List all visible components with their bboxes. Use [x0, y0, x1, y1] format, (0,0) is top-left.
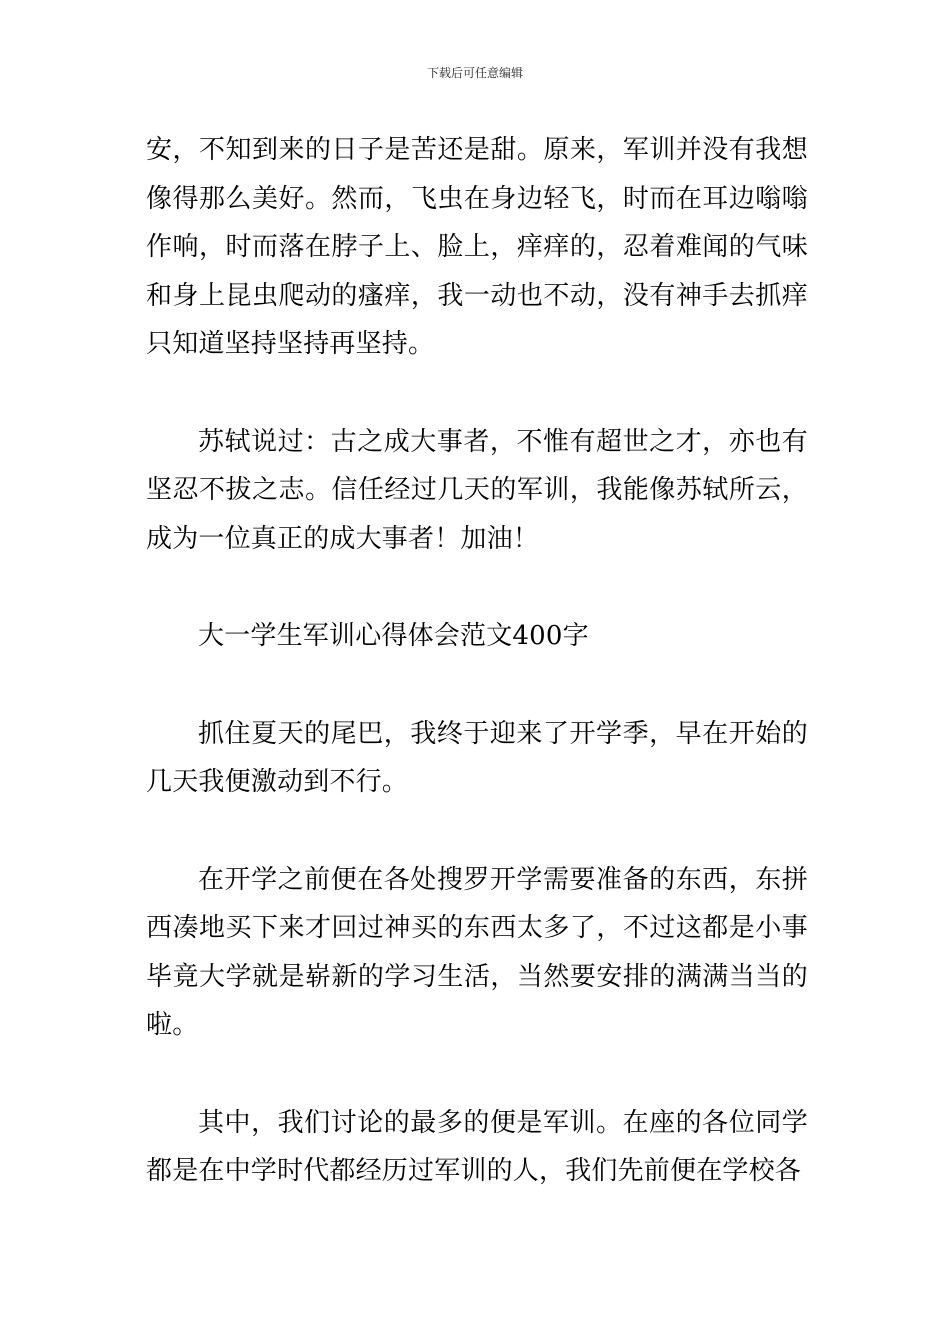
paragraph-2: 苏轼说过：古之成大事者，不惟有超世之才，亦也有坚忍不拔之志。信任经过几天的军训，我能像苏轼所云，成为一位真正的成大事者！加油！ — [146, 426, 808, 554]
paragraph-5: 其中，我们讨论的最多的便是军训。在座的各位同学都是在中学时代都经历过军训的人，我们先前便在学校各 — [146, 1107, 808, 1186]
page-header: 下载后可任意编辑 — [426, 66, 523, 80]
paragraph-gap — [146, 563, 808, 612]
document-body — [146, 126, 808, 1196]
section-heading: 大一学生军训心得体会范文400字 — [198, 621, 589, 651]
paragraph-gap — [146, 369, 808, 418]
paragraph-gap — [146, 661, 808, 710]
paragraph-1: 安，不知到来的日子是苦还是甜。原来，军训并没有我想像得那么美好。然而，飞虫在身边轻飞，时而在耳边嗡嗡作响，时而落在脖子上、脸上，痒痒的，忍着难闻的气味和身上昆虫爬动的瘙痒，我一动也不动，没有神手去抓痒只知道坚持坚持再坚持。 — [146, 135, 808, 359]
paragraph-gap — [146, 1050, 808, 1099]
paragraph-3: 抓住夏天的尾巴，我终于迎来了开学季，早在开始的几天我便激动到不行。 — [146, 718, 808, 797]
paragraph-4: 在开学之前便在各处搜罗开学需要准备的东西，东拼西凑地买下来才回过神买的东西太多了，不过这都是小事毕竟大学就是崭新的学习生活，当然要安排的满满当当的啦。 — [146, 864, 808, 1040]
paragraph-gap — [146, 807, 808, 856]
